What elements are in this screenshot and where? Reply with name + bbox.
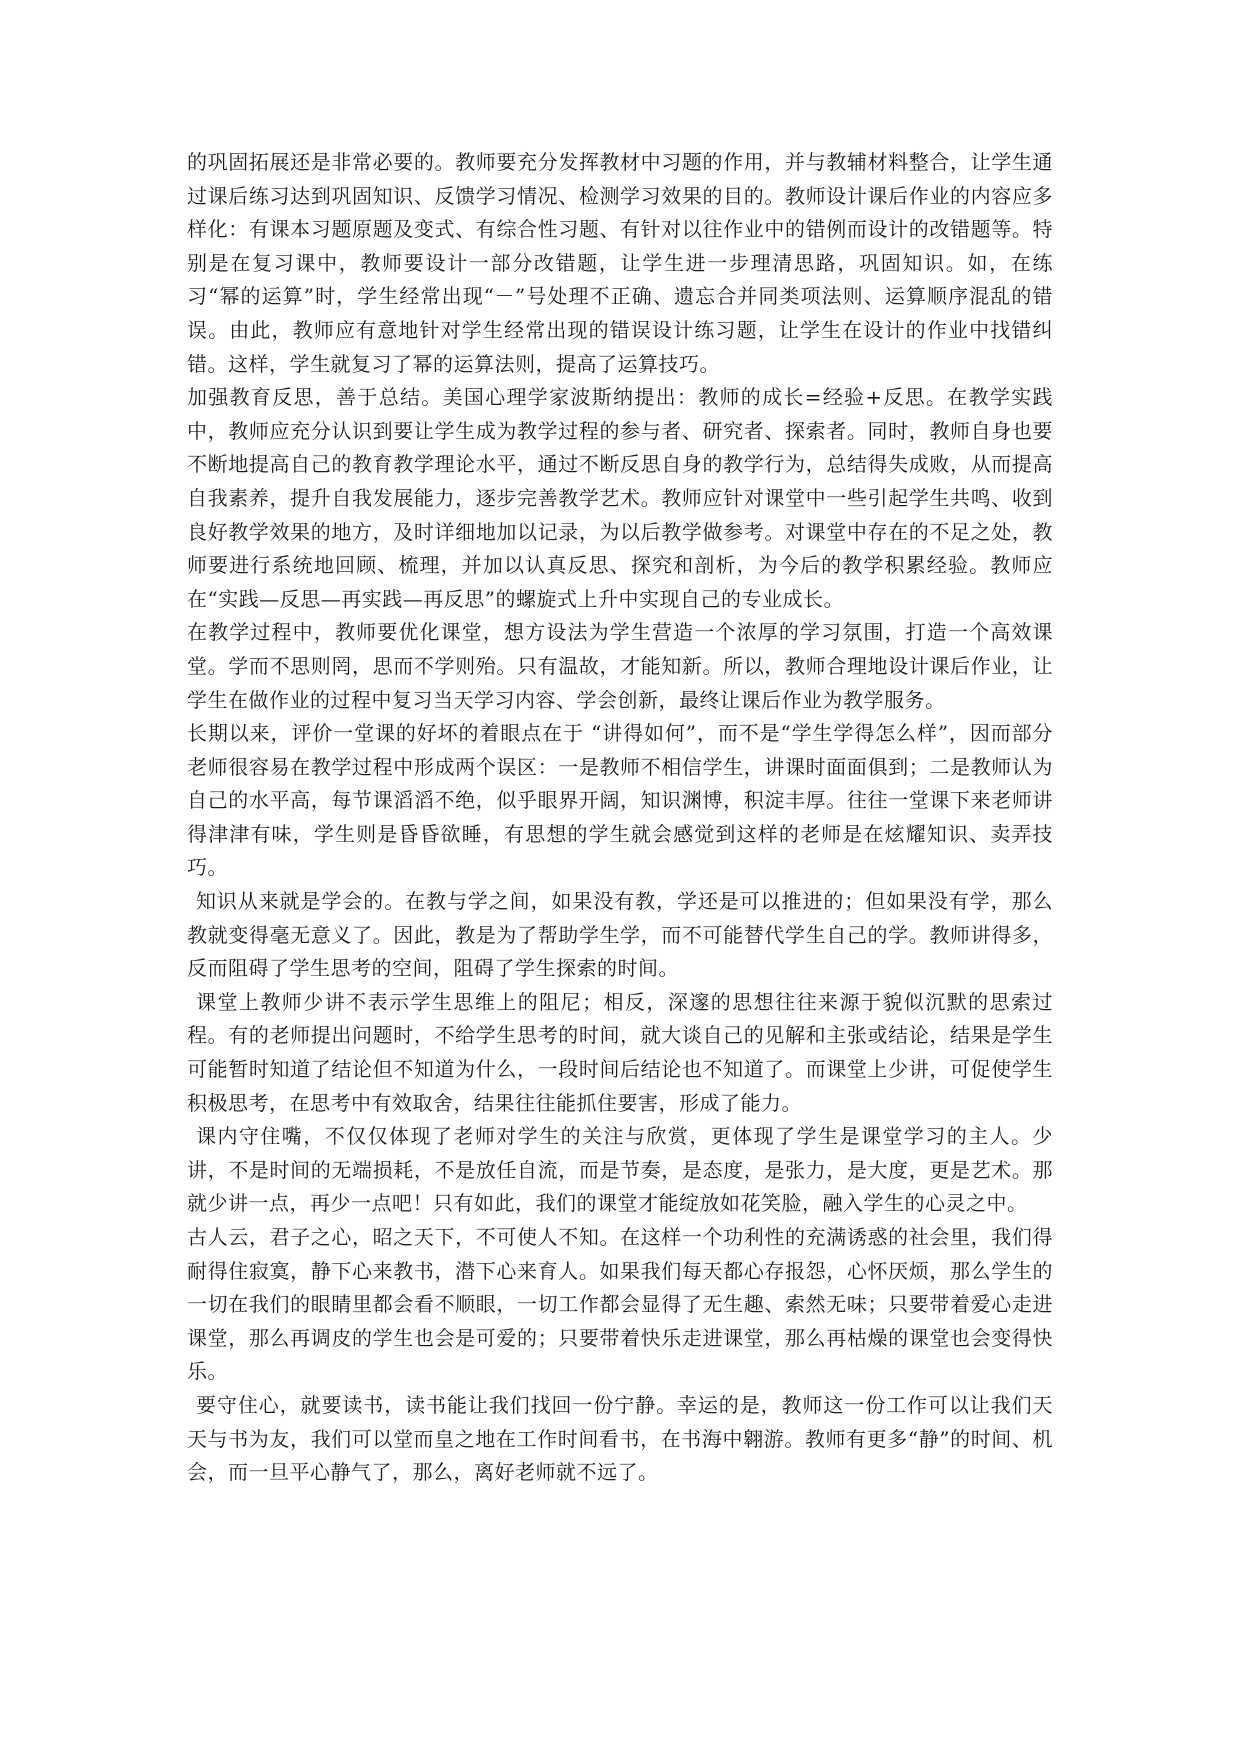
paragraph-teaching-reflection: 加强教育反思，善于总结。美国心理学家波斯纳提出：教师的成长=经验+反思。在教学实践中，教师应充分认识到要让学生成为教学过程的参与者、研究者、探索者。同时，教师自身也要不断地提高自己的教育教学理论水平，通过不断反思自身的教学行为，总结得失成败，从而提高自我素养，提升自我发展能力，逐步完善教学艺术。教师应针对课堂中一些引起学生共鸣、收到良好教学效果的地方，及时详细地加以记录，为以后教学做参考。对课堂中存在的不足之处，教师要进行系统地回顾、梳理，并加以认真反思、探究和剖析，为今后的教学积累经验。教师应在“实践—反思—再实践—再反思”的螺旋式上升中实现自己的专业成长。 [187, 385, 1053, 611]
paragraph-less-lecturing: 课堂上教师少讲不表示学生思维上的阻尼；相反，深邃的思想往往来源于貌似沉默的思索过程。有的老师提出问题时，不给学生思考的时间，就大谈自己的见解和主张或结论，结果是学生可能暂时知道了结论但不知道为什么，一段时间后结论也不知道了。而课堂上少讲，可促使学生积极思考，在思考中有效取舍，结果往往能抓住要害，形成了能力。 [187, 989, 1053, 1115]
paragraph-optimize-classroom: 在教学过程中，教师要优化课堂，想方设法为学生营造一个浓厚的学习氛围，打造一个高效课堂。学而不思则罔，思而不学则殆。只有温故，才能知新。所以，教师合理地设计课后作业，让学生在做作业的过程中复习当天学习内容、学会创新，最终让课后作业为教学服务。 [187, 620, 1053, 712]
paragraph-evaluation-misconceptions: 长期以来，评价一堂课的好坏的着眼点在于 “讲得如何”，而不是“学生学得怎么样”，因而部分老师很容易在教学过程中形成两个误区：一是教师不相信学生，讲课时面面俱到；二是教师认为自己的水平高，每节课滔滔不绝，似乎眼界开阔，知识渊博，积淀丰厚。往往一堂课下来老师讲得津津有味，学生则是昏昏欲睡，有思想的学生就会感觉到这样的老师是在炫耀知识、卖弄技巧。 [187, 721, 1053, 880]
paragraph-knowledge-learned: 知识从来就是学会的。在教与学之间，如果没有教，学还是可以推进的；但如果没有学，那么教就变得毫无意义了。因此，教是为了帮助学生学，而不可能替代学生自己的学。教师讲得多，反而阻碍了学生思考的空间，阻碍了学生探索的时间。 [187, 889, 1053, 981]
paragraph-ancient-saying: 古人云，君子之心，昭之天下，不可使人不知。在这样一个功利性的充满诱惑的社会里，我们得耐得住寂寞，静下心来教书，潜下心来育人。如果我们每天都心存报怨，心怀厌烦，那么学生的一切在我们的眼睛里都会看不顺眼，一切工作都会显得了无生趣、索然无味；只要带着爱心走进课堂，那么再调皮的学生也会是可爱的；只要带着快乐走进课堂，那么再枯燥的课堂也会变得快乐。 [187, 1225, 1053, 1384]
document-page [187, 146, 1053, 1490]
paragraph-read-books: 要守住心，就要读书，读书能让我们找回一份宁静。幸运的是，教师这一份工作可以让我们天天与书为友，我们可以堂而皇之地在工作时间看书，在书海中翱游。教师有更多“静”的时间、机会，而一旦平心静气了，那么，离好老师就不远了。 [187, 1392, 1053, 1485]
paragraph-hold-tongue: 课内守住嘴，不仅仅体现了老师对学生的关注与欣赏，更体现了学生是课堂学习的主人。少讲，不是时间的无端损耗，不是放任自流，而是节奏，是态度，是张力，是大度，更是艺术。那就少讲一点，再少一点吧！只有如此，我们的课堂才能绽放如花笑脸，融入学生的心灵之中。 [187, 1124, 1053, 1216]
paragraph-homework-design: 的巩固拓展还是非常必要的。教师要充分发挥教材中习题的作用，并与教辅材料整合，让学生通过课后练习达到巩固知识、反馈学习情况、检测学习效果的目的。教师设计课后作业的内容应多样化：有课本习题原题及变式、有综合性习题、有针对以往作业中的错例而设计的改错题等。特别是在复习课中，教师要设计一部分改错题，让学生进一步理清思路，巩固知识。如，在练习“幂的运算”时，学生经常出现“－”号处理不正确、遗忘合并同类项法则、运算顺序混乱的错误。由此，教师应有意地针对学生经常出现的错误设计练习题，让学生在设计的作业中找错纠错。这样，学生就复习了幂的运算法则，提高了运算技巧。 [187, 150, 1053, 376]
